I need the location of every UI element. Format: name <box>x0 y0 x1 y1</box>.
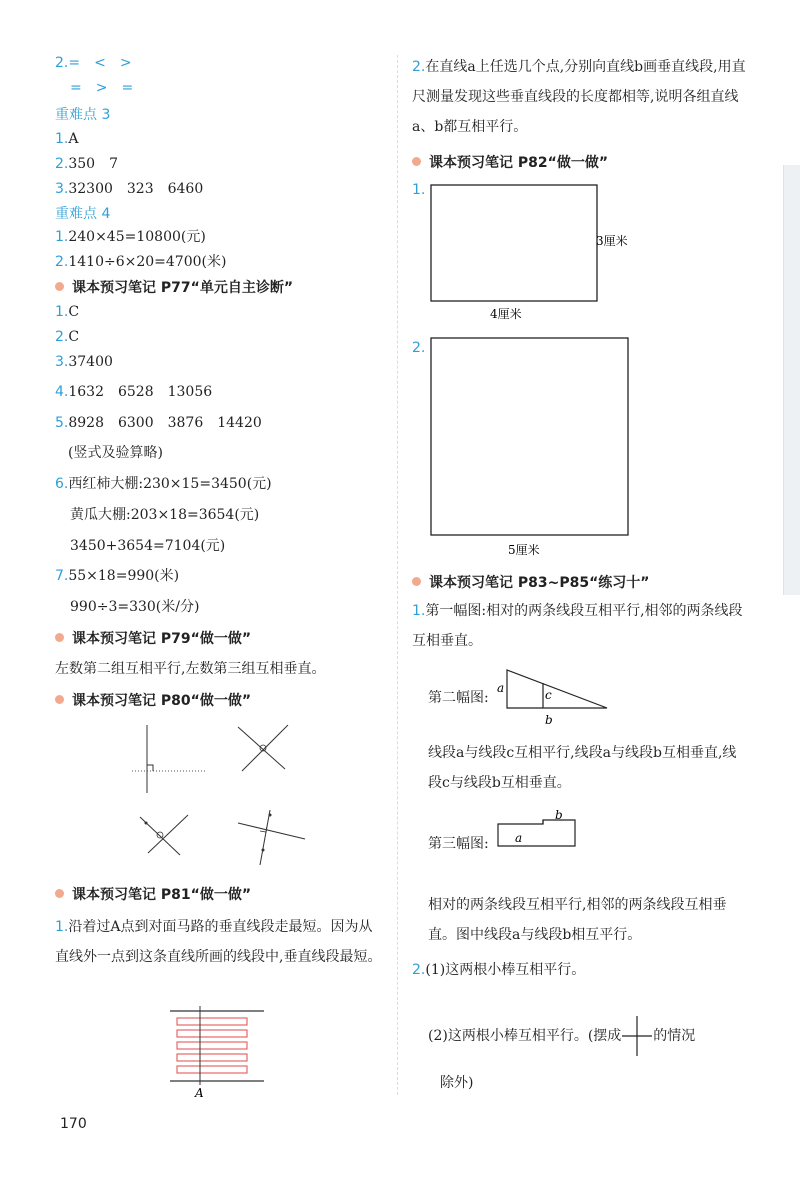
answer-text: 55×18=990(米) <box>68 568 180 584</box>
answer-line <box>55 252 226 272</box>
answer-text: 沿着过A点到对面马路的垂直线段走最短。因为从直线外一点到这条直线所画的线段中,垂直线段最短。 <box>55 919 382 965</box>
answer-text: 350 7 <box>68 156 118 172</box>
item-number: 2. <box>55 254 69 270</box>
answer-line <box>55 474 272 494</box>
section-heading <box>55 690 251 710</box>
section-heading <box>55 884 251 904</box>
answer-line <box>55 413 262 433</box>
bottom-length-label: 4厘米 <box>490 307 522 321</box>
answer-text: 西红柿大棚:230×15=3450(元) <box>68 476 272 492</box>
rectangle-3x4-figure <box>428 183 648 323</box>
answer-text: 1632 6528 13056 <box>68 384 213 400</box>
item-number: 7. <box>55 568 69 584</box>
section-heading-text: 课本预习笔记 P83~P85“练习十” <box>429 575 650 591</box>
answer-line <box>55 227 206 247</box>
item-number: 2. <box>412 340 426 356</box>
page-number: 170 <box>60 1116 87 1132</box>
section-heading <box>55 277 293 297</box>
bullet-dot-icon <box>55 282 64 291</box>
column-divider <box>397 55 398 1095</box>
section-heading <box>55 628 251 648</box>
figure-label: 第二幅图: <box>428 690 489 706</box>
answer-text: 1410÷6×20=4700(米) <box>68 254 227 270</box>
segment-c-label: c <box>545 688 552 702</box>
answer-text: = < > <box>68 55 132 71</box>
cross-shape-icon <box>622 1016 652 1056</box>
answer-line <box>55 352 113 372</box>
segment-a-label: a <box>497 681 505 695</box>
l-shape-figure <box>495 808 585 856</box>
answer-line <box>55 302 79 322</box>
item-number: 2. <box>55 329 69 345</box>
section-heading <box>412 572 650 592</box>
answer-text: 37400 <box>68 354 113 370</box>
answer-line <box>428 1016 695 1056</box>
key-point-heading: 重难点 4 <box>55 206 111 222</box>
road-crossing-figure <box>168 1005 268 1101</box>
item-number: 4. <box>55 384 69 400</box>
triangle-figure <box>495 666 615 728</box>
item-number: 2. <box>412 962 426 978</box>
answer-text: 第一幅图:相对的两条线段互相平行,相邻的两条线段互相垂直。 <box>412 603 743 649</box>
section-heading <box>412 152 608 172</box>
answer-text: 32300 323 6460 <box>68 181 204 197</box>
answer-line <box>55 179 203 199</box>
answer-text: (2)这两根小棒互相平行。(摆成 <box>428 1028 622 1044</box>
answer-text: A <box>68 131 79 147</box>
bullet-dot-icon <box>412 157 421 166</box>
square-5cm-figure <box>428 334 633 559</box>
segment-a-label: a <box>515 831 523 845</box>
bullet-dot-icon <box>412 577 421 586</box>
answer-line: 左数第二组互相平行,左数第三组互相垂直。 <box>55 661 326 677</box>
item-number: 5. <box>55 415 69 431</box>
section-heading-text: 课本预习笔记 P79“做一做” <box>72 631 252 647</box>
crosswalk-stripes <box>177 1018 247 1073</box>
side-tab <box>783 165 800 595</box>
key-point-heading: 重难点 3 <box>55 107 111 123</box>
answer-line: 3450+3654=7104(元) <box>70 538 226 554</box>
item-number: 2. <box>55 55 69 71</box>
section-heading-text: 课本预习笔记 P80“做一做” <box>72 693 252 709</box>
item-number: 6. <box>55 476 69 492</box>
answer-paragraph: 线段a与线段c互相平行,线段a与线段b互相垂直,线段c与线段b互相垂直。 <box>428 745 737 791</box>
bullet-dot-icon <box>55 889 64 898</box>
section-heading-text: 课本预习笔记 P77“单元自主诊断” <box>72 280 294 296</box>
answer-paragraph <box>55 912 385 972</box>
answer-line <box>412 960 585 980</box>
perpendicular-lines-figures <box>120 715 320 865</box>
answer-text: C <box>68 329 80 345</box>
answer-line: (竖式及验算略) <box>68 445 163 461</box>
item-number: 1. <box>55 919 69 935</box>
item-number: 1. <box>412 182 426 198</box>
item-number: 1. <box>412 603 426 619</box>
item-number: 2. <box>55 156 69 172</box>
figure-cross-lines-3 <box>238 810 305 865</box>
item-number: 1. <box>55 229 69 245</box>
figure-right-angle <box>132 725 205 793</box>
figure-label: 第三幅图: <box>428 836 489 852</box>
item-number: 1. <box>55 131 69 147</box>
item-number: 1. <box>55 304 69 320</box>
answer-paragraph: 相对的两条线段互相平行,相邻的两条线段互相垂直。图中线段a与线段b相互平行。 <box>428 897 727 943</box>
bullet-dot-icon <box>55 633 64 642</box>
answer-line <box>55 129 78 149</box>
side-length-label: 3厘米 <box>596 234 628 248</box>
answer-text: C <box>68 304 80 320</box>
section-heading-text: 课本预习笔记 P82“做一做” <box>429 155 609 171</box>
answer-line: = > = <box>70 80 134 96</box>
bottom-length-label: 5厘米 <box>508 543 540 557</box>
answer-line <box>55 53 132 73</box>
bullet-dot-icon <box>55 695 64 704</box>
item-number: 3. <box>55 354 69 370</box>
point-a-label: A <box>195 1086 204 1100</box>
answer-text: 240×45=10800(元) <box>68 229 206 245</box>
answer-line <box>55 154 118 174</box>
answer-line: 除外) <box>440 1075 474 1091</box>
section-heading-text: 课本预习笔记 P81“做一做” <box>72 887 252 903</box>
answer-line: 990÷3=330(米/分) <box>70 599 200 615</box>
answer-line <box>55 327 79 347</box>
segment-b-label: b <box>545 713 553 727</box>
answer-line <box>55 566 179 586</box>
answer-paragraph <box>412 52 748 142</box>
answer-line <box>55 382 212 402</box>
figure-cross-lines-1 <box>238 725 288 771</box>
segment-b-label: b <box>555 808 563 822</box>
answer-paragraph <box>412 596 748 656</box>
answer-text: 在直线a上任选几个点,分别向直线b画垂直线段,用直尺测量发现这些垂直线段的长度都相等,说明各组直线a、b都互相平行。 <box>412 59 746 135</box>
answer-line: 黄瓜大棚:203×18=3654(元) <box>70 507 260 523</box>
answer-text: 8928 6300 3876 14420 <box>68 415 262 431</box>
item-number: 3. <box>55 181 69 197</box>
figure-cross-lines-2 <box>140 815 188 855</box>
answer-text: (1)这两根小棒互相平行。 <box>425 962 586 978</box>
answer-text: 的情况 <box>653 1028 696 1044</box>
item-number: 2. <box>412 59 426 75</box>
